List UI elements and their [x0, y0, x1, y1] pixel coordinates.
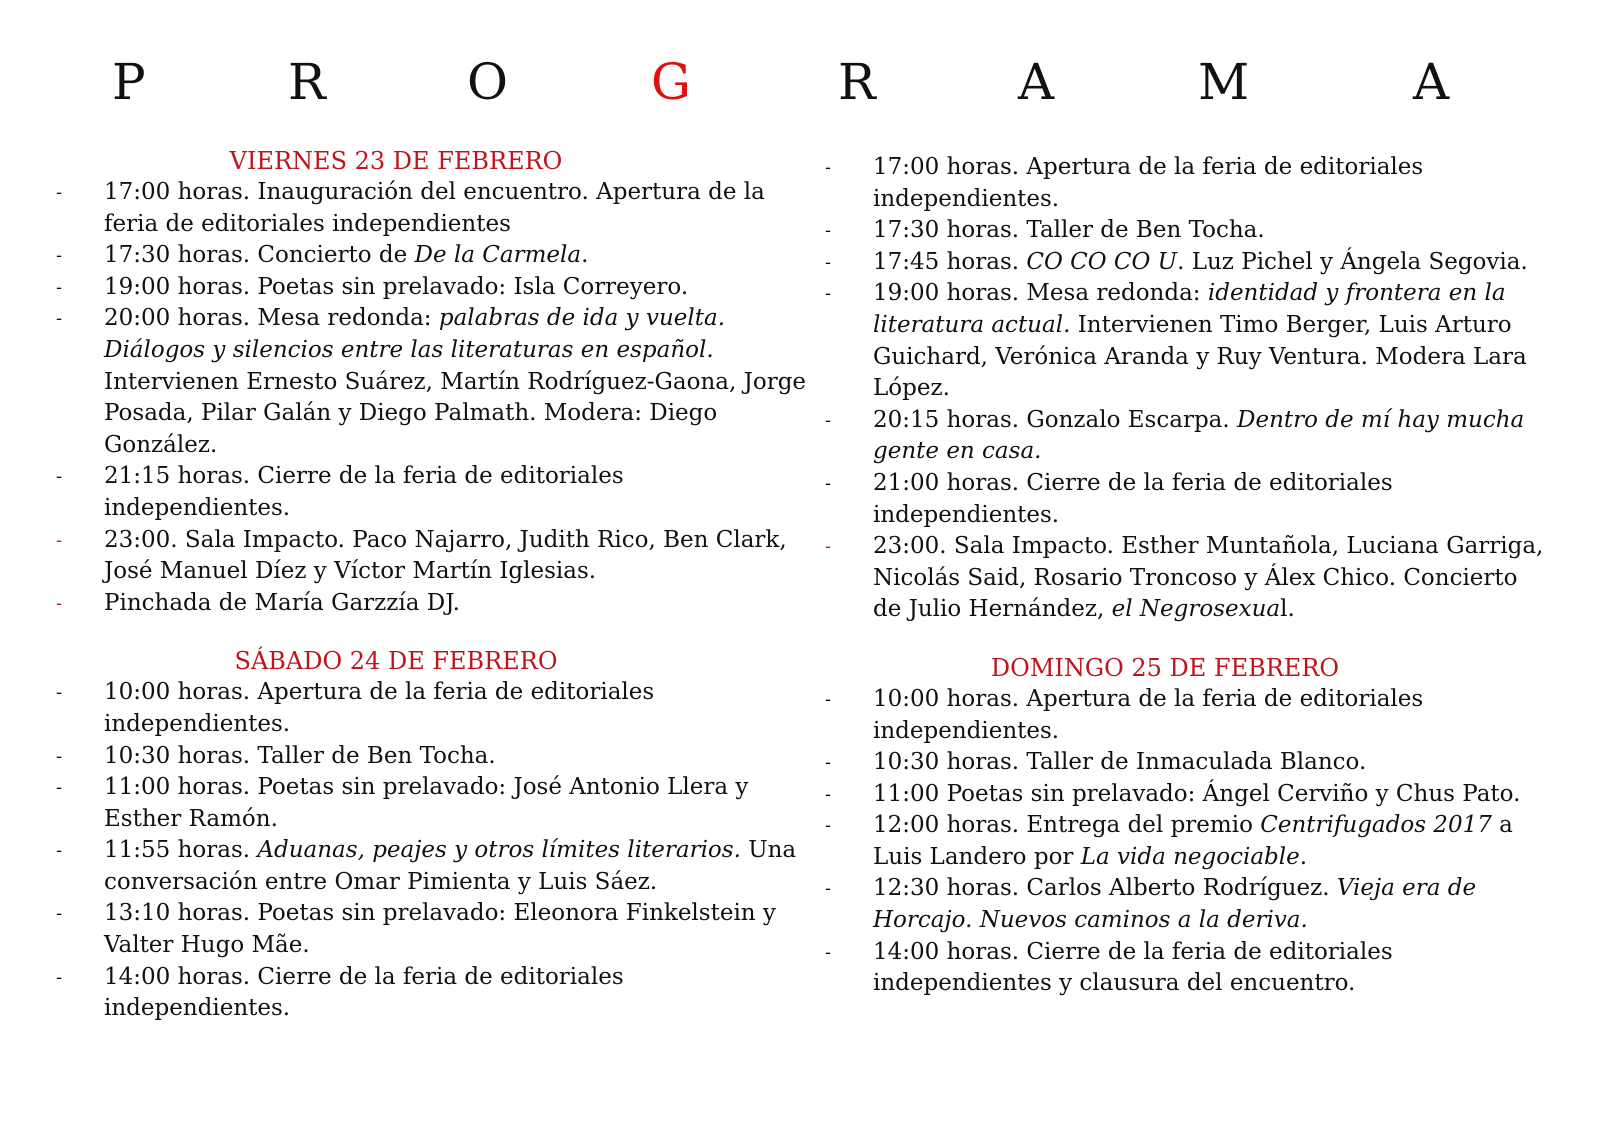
list-item: - 23:00. Sala Impacto. Esther Muntañola, Luciana Garriga, Nicolás Said, Rosario Troncoso y Álex Chico. Concierto de Julio Hernández, el Negrosexual. — [825, 533, 1544, 623]
list-item: - 12:00 horas. Entrega del premio Centrifugados 2017 a Luis Landero por La vida negociable. — [825, 812, 1513, 870]
list-item: - 20:15 horas. Gonzalo Escarpa. Dentro de mí hay mucha gente en casa. — [825, 406, 1525, 465]
list-item: - 14:00 horas. Cierre de la feria de editoriales independientes y clausura del encuentro. — [825, 938, 1393, 997]
list-item: - 17:30 horas. Taller de Ben Tocha. — [825, 217, 1265, 244]
friday-list — [56, 177, 816, 619]
list-item: - 11:00 horas. Poetas sin prelavado: José Antonio Llera y Esther Ramón. — [56, 774, 749, 832]
title-letter-8: A — [1413, 53, 1450, 111]
list-item: - 20:00 horas. Mesa redonda: palabras de ida y vuelta. Diálogos y silencios entre las literaturas en español. Intervienen Ernesto Suárez, Martín Rodríguez-Gaona, Jorge Posada, Pilar Galán y Diego Palmath. Modera: Diego González. — [56, 305, 807, 458]
list-item: - 10:30 horas. Taller de Ben Tocha. — [56, 742, 496, 769]
list-item: - 21:15 horas. Cierre de la feria de editoriales independientes. — [56, 463, 624, 521]
left-column — [56, 145, 816, 1025]
list-item: - 13:10 horas. Poetas sin prelavado: Eleonora Finkelstein y Valter Hugo Mãe. — [56, 900, 776, 959]
list-item: - 12:30 horas. Carlos Alberto Rodríguez. Vieja era de Horcajo. Nuevos caminos a la deriva. — [825, 875, 1477, 934]
list-item: - 14:00 horas. Cierre de la feria de editoriales independientes. — [56, 963, 624, 1022]
list-item: - 10:30 horas. Taller de Inmaculada Blanco. — [825, 749, 1367, 776]
list-item: - 17:00 horas. Inauguración del encuentro. Apertura de la feria de editoriales independientes — [56, 179, 765, 237]
list-item: - Pinchada de María Garzzía DJ. — [56, 589, 460, 616]
list-item: - 17:00 horas. Apertura de la feria de editoriales independientes. — [825, 154, 1424, 212]
list-item: - 10:00 horas. Apertura de la feria de editoriales independientes. — [825, 685, 1424, 744]
sunday-list — [825, 684, 1545, 1000]
list-item: - 10:00 horas. Apertura de la feria de editoriales independientes. — [56, 679, 655, 737]
saturday-heading: SÁBADO 24 DE FEBRERO — [234, 647, 558, 676]
saturday-morning-list — [56, 677, 816, 1025]
list-item: - 19:00 horas. Poetas sin prelavado: Isla Correyero. — [56, 273, 689, 300]
list-item: - 17:45 horas. CO CO CO U. Luz Pichel y Ángela Segovia. — [825, 248, 1528, 275]
list-item: - 23:00. Sala Impacto. Paco Najarro, Judith Rico, Ben Clark, José Manuel Díez y Víctor Martín Iglesias. — [56, 526, 787, 585]
title-letter-6: A — [1018, 53, 1055, 111]
title-letter-4: G — [651, 53, 691, 111]
saturday-afternoon-list — [825, 152, 1545, 626]
page-title — [0, 52, 1600, 112]
list-item: - 21:00 horas. Cierre de la feria de editoriales independientes. — [825, 469, 1393, 528]
list-item: - 19:00 horas. Mesa redonda: identidad y frontera en la literatura actual. Intervienen Timo Berger, Luis Arturo Guichard, Verónica Aranda y Ruy Ventura. Modera Lara López. — [825, 280, 1527, 402]
title-letter-1: P — [112, 53, 146, 111]
title-letter-5: R — [838, 53, 876, 111]
list-item: - 11:00 Poetas sin prelavado: Ángel Cerviño y Chus Pato. — [825, 780, 1521, 807]
title-letter-3: O — [467, 53, 508, 111]
friday-heading: VIERNES 23 DE FEBRERO — [229, 147, 563, 175]
list-item: - 17:30 horas. Concierto de De la Carmela. — [56, 242, 589, 269]
title-letter-2: R — [288, 53, 326, 111]
title-letter-7: M — [1198, 53, 1250, 111]
sunday-heading: DOMINGO 25 DE FEBRERO — [990, 653, 1340, 682]
right-column — [825, 152, 1545, 1000]
list-item: - 11:55 horas. Aduanas, peajes y otros límites literarios. Una conversación entre Omar Pimienta y Luis Sáez. — [56, 837, 797, 895]
